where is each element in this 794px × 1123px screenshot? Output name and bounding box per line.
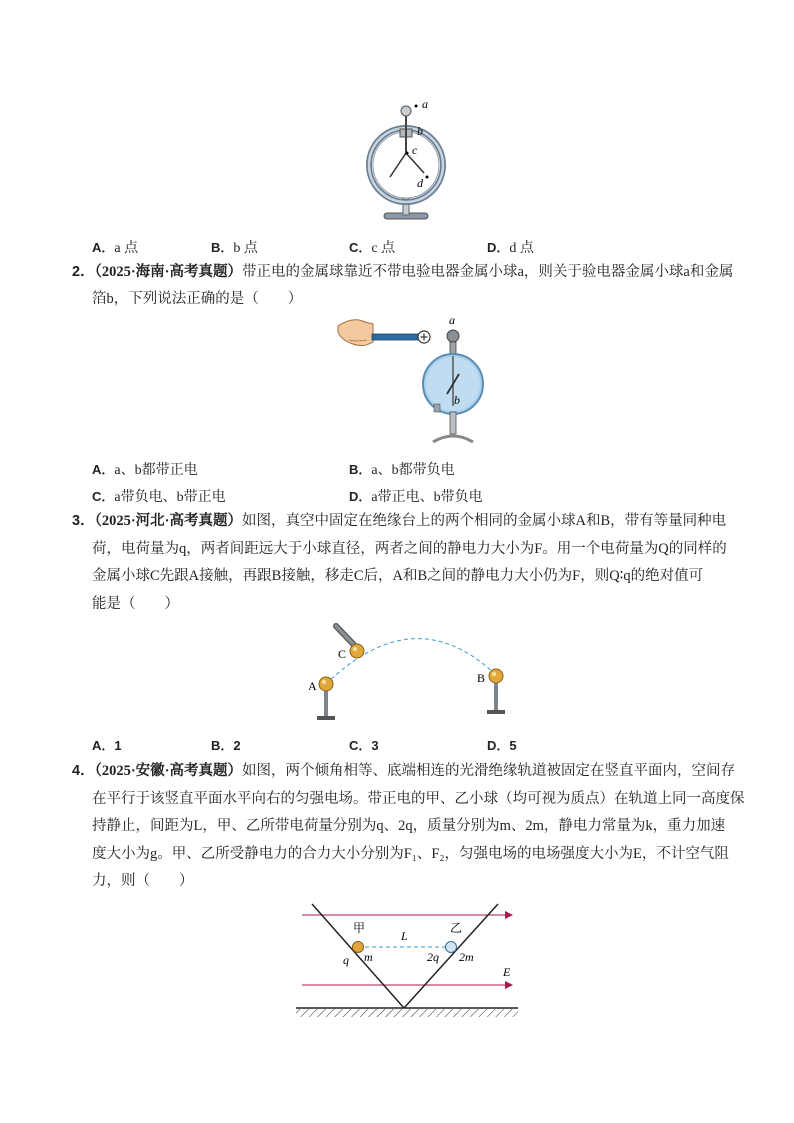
q2-label-b: b [454, 393, 460, 407]
q4-stem-line2: 在平行于该竖直平面水平向右的匀强电场。带正电的甲、乙小球（均可视为质点）在轨道上同一高度保 [92, 791, 745, 807]
q1-option-d[interactable]: D．d 点 [487, 240, 534, 256]
q3-label-a: A [308, 679, 317, 693]
q4-label-E: E [503, 965, 511, 979]
q1-electroscope-figure [360, 95, 450, 230]
q4-label-jia: 甲 [353, 921, 366, 935]
q4-stem-line1: 4．（2025·安徽·高考真题）如图，两个倾角相等、底端相连的光滑绝缘轨道被固定在竖直平面内，空间存 [72, 763, 735, 779]
q4-track-figure [290, 900, 525, 1025]
q1-option-a[interactable]: A．a 点 [92, 240, 139, 256]
q2-option-a[interactable]: A．a、b都带正电 [92, 462, 198, 478]
q3-option-d[interactable]: D．5 [487, 738, 517, 753]
q3-label-c: C [338, 647, 347, 661]
q2-option-c[interactable]: C．a带负电、b带正电 [92, 489, 226, 505]
q3-option-b[interactable]: B．2 [211, 738, 241, 753]
q1-label-b: b [417, 124, 423, 138]
q2-stem-line1: 2．（2025·海南·高考真题）带正电的金属球靠近不带电验电器金属小球a，则关于验电器金属小球a和金属 [72, 264, 734, 280]
q4-label-L: L [401, 929, 408, 943]
q1-label-d: d [417, 176, 423, 190]
q4-label-2q: 2q [427, 950, 439, 964]
q2-label-a: a [449, 313, 455, 327]
q4-label-m: m [364, 950, 373, 964]
q3-label-b: B [477, 671, 486, 685]
q1-label-c: c [412, 143, 418, 157]
q3-stem-line2: 荷，电荷量为q，两者间距远大于小球直径，两者之间的静电力大小为F。用一个电荷量为Q的同样的 [92, 541, 727, 557]
q4-label-q: q [343, 953, 349, 967]
q4-label-yi: 乙 [450, 921, 463, 935]
q3-stem-line4: 能是（ ） [92, 596, 179, 612]
q1-option-b[interactable]: B．b 点 [211, 240, 258, 256]
q3-option-c[interactable]: C．3 [349, 738, 379, 753]
q4-stem-line4: 度大小为g。甲、乙所受静电力的合力大小分别为F₁、F₂，匀强电场的电场强度大小为E，不计空气阻 [92, 846, 729, 862]
q3-option-a[interactable]: A．1 [92, 738, 122, 753]
q2-option-d[interactable]: D．a带正电、b带负电 [349, 489, 483, 505]
q2-option-b[interactable]: B．a、b都带负电 [349, 462, 455, 478]
q2-stem-line2: 箔b，下列说法正确的是（ ） [92, 291, 303, 307]
q1-label-a: a [422, 97, 428, 111]
q3-stem-line1: 3．（2025·河北·高考真题）如图，真空中固定在绝缘台上的两个相同的金属小球A和B，带有等量同种电 [72, 513, 727, 529]
q1-option-c[interactable]: C．c 点 [349, 240, 396, 256]
q3-stem-line3: 金属小球C先跟A接触，再跟B接触，移走C后，A和B之间的静电力大小仍为F，则Q∶q的绝对值可 [92, 568, 704, 584]
q2-electroscope-figure [335, 312, 495, 452]
q4-stem-line3: 持静止，间距为L，甲、乙所带电荷量分别为q、2q，质量分别为m、2m，静电力常量为k，重力加速 [92, 818, 726, 834]
q4-label-2m: 2m [459, 950, 474, 964]
q4-stem-line5: 力，则（ ） [92, 873, 194, 889]
q3-spheres-figure [300, 620, 520, 725]
